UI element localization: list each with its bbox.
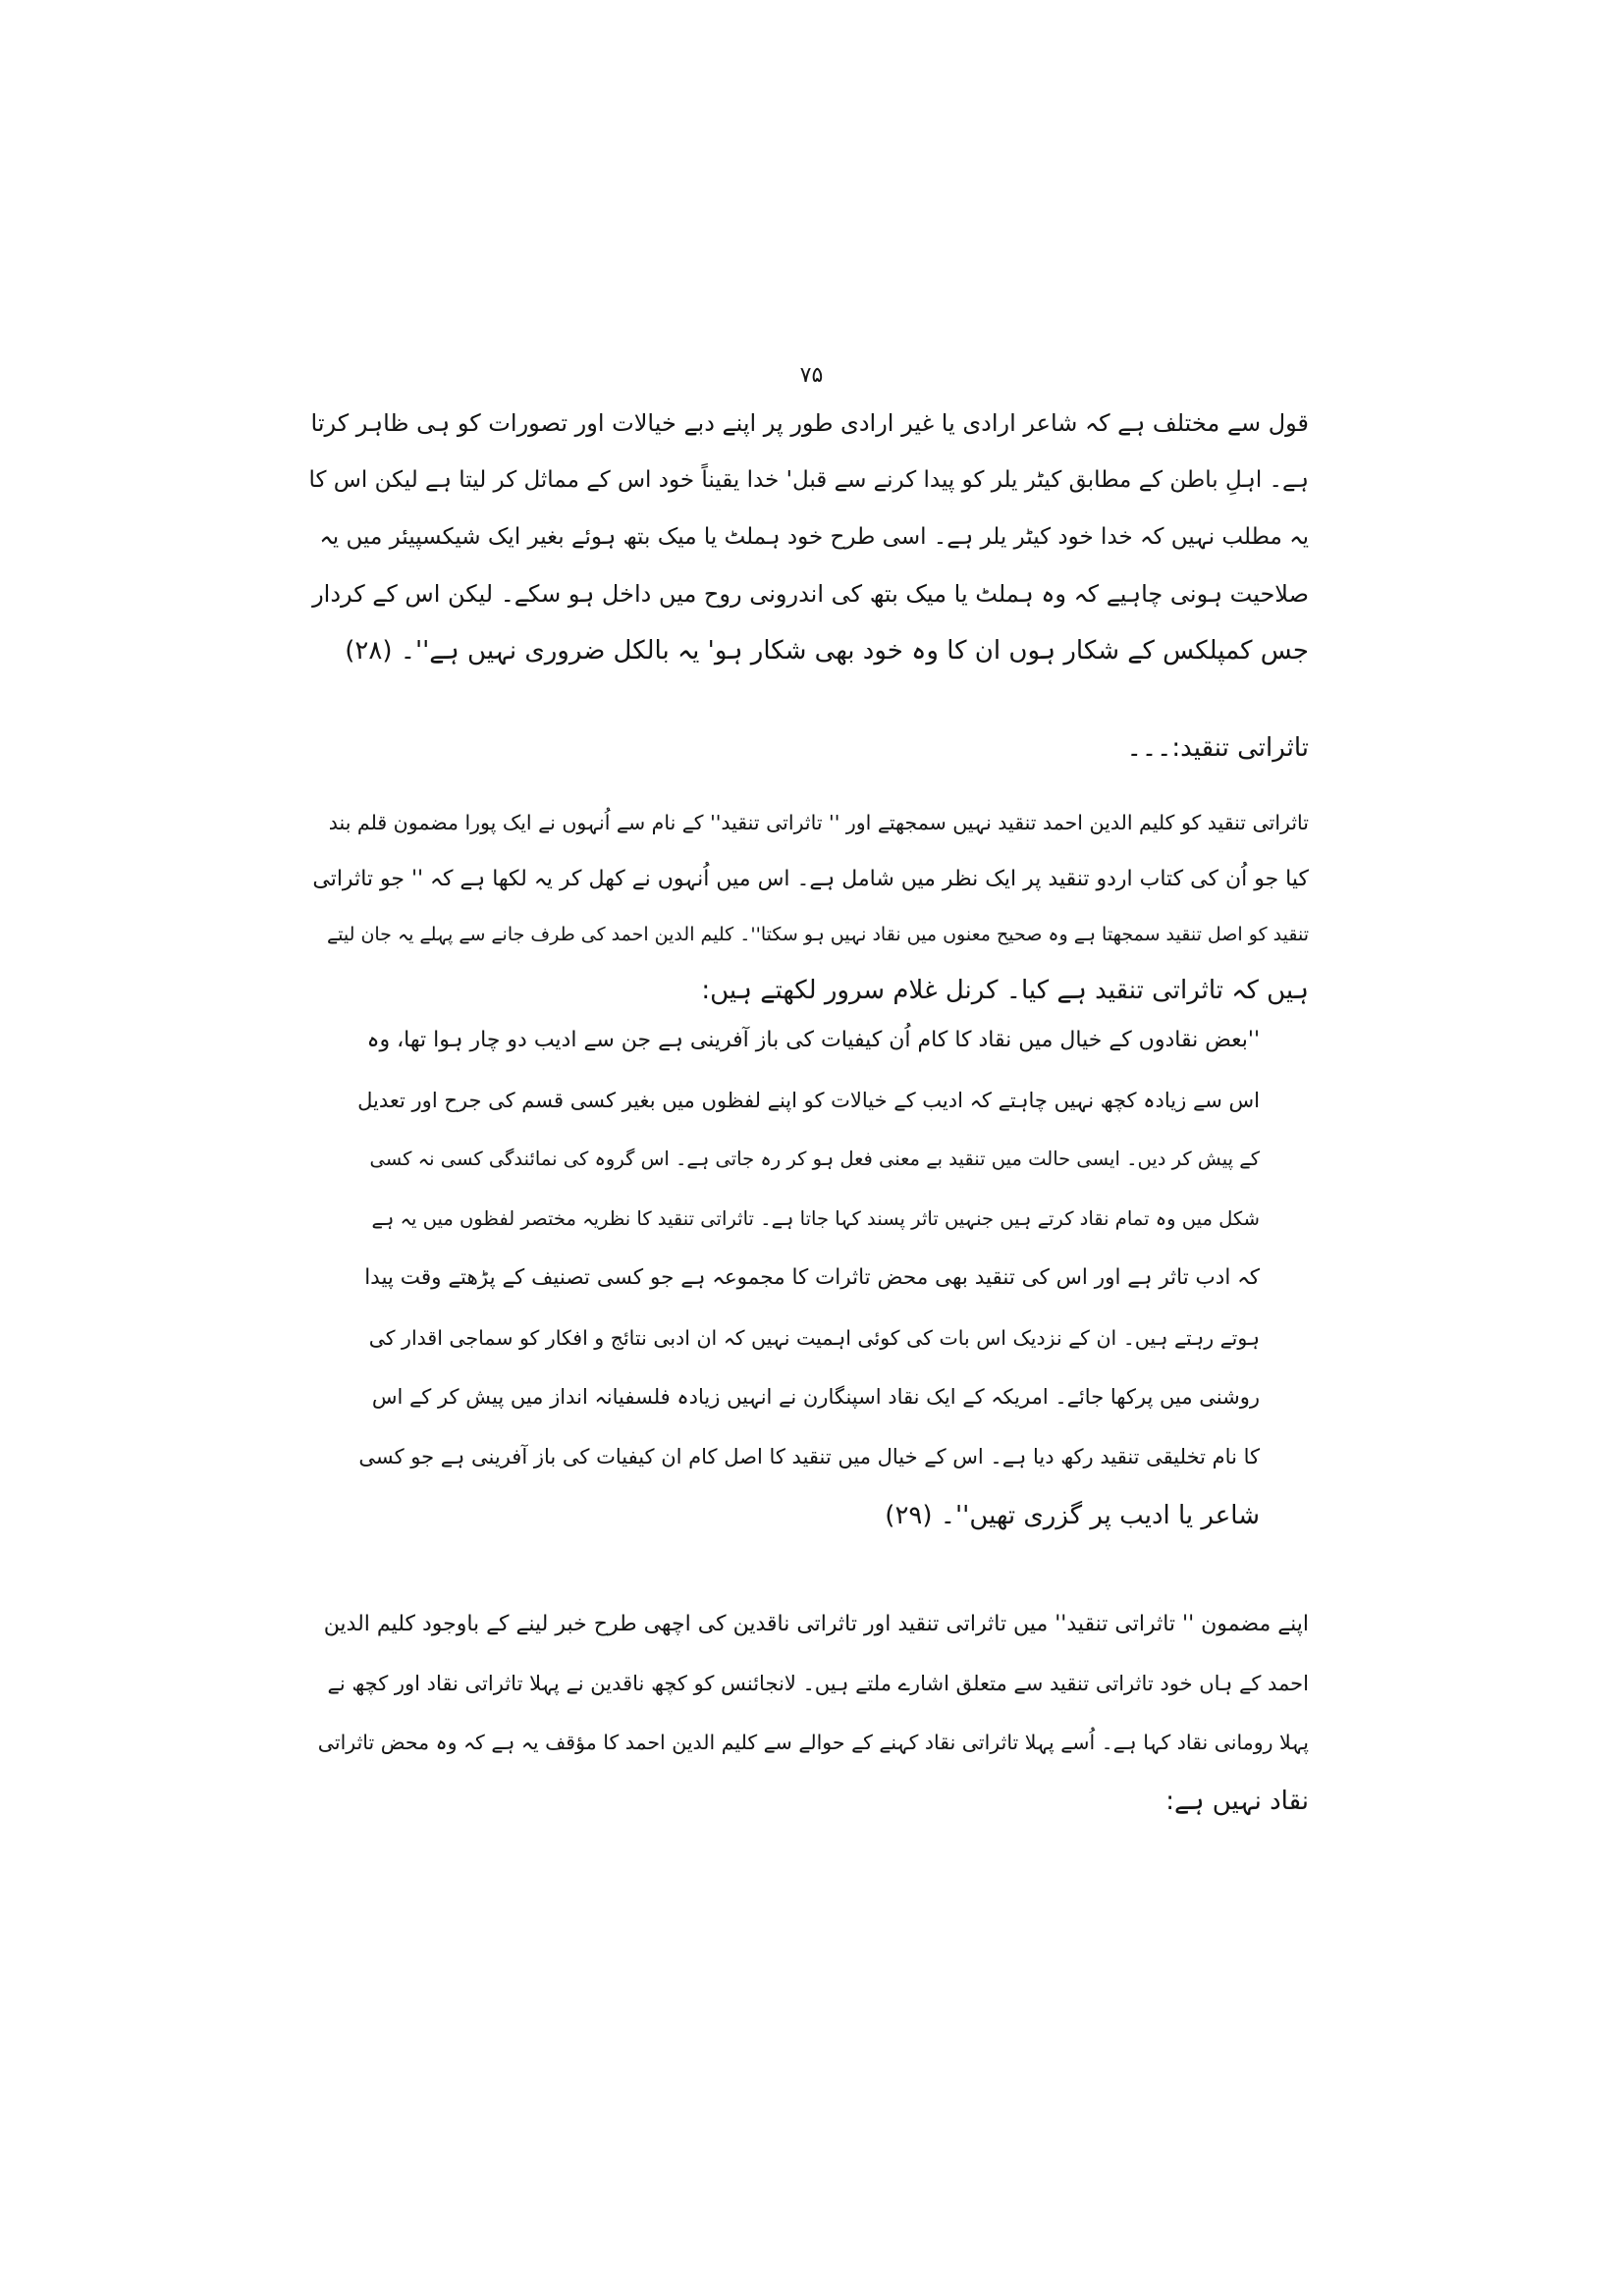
text-line: قول سے مختلف ہے کہ شاعر ارادی یا غیر ارادی طور پر اپنے دبے خیالات اور تصورات کو ہی ظاہر کرتا xyxy=(310,409,1309,437)
page-number: ۷۵ xyxy=(799,363,824,388)
quote-line: کا نام تخلیقی تنقید رکھ دیا ہے۔ اس کے خیال میں تنقید کا اصل کام ان کیفیات کی باز آفرینی ہے جو کسی xyxy=(358,1444,1260,1468)
quote-line: کے پیش کر دیں۔ ایسی حالت میں تنقید بے معنی فعل ہو کر رہ جاتی ہے۔ اس گروہ کی نمائندگی کسی نہ کسی xyxy=(369,1148,1260,1170)
text-line: یہ مطلب نہیں کہ خدا خود کیٹر یلر ہے۔ اسی طرح خود ہملٹ یا میک بتھ ہوئے بغیر ایک شیکسپیئر میں یہ xyxy=(319,524,1309,550)
text-line: ہیں کہ تاثراتی تنقید ہے کیا۔ کرنل غلام سرور لکھتے ہیں: xyxy=(701,976,1309,1005)
text-line: تنقید کو اصل تنقید سمجھتا ہے وہ صحیح معنوں میں نقاد نہیں ہو سکتا''۔ کلیم الدین احمد کی طرف جانے سے پہلے یہ جان لیتے xyxy=(327,924,1309,945)
paragraph xyxy=(307,795,1309,1019)
text-line: پہلا رومانی نقاد کہا ہے۔ اُسے پہلا تاثراتی نقاد کہنے کے حوالے سے کلیم الدین احمد کا مؤقف یہ ہے کہ وہ محض تاثراتی xyxy=(317,1731,1309,1754)
text-line: نقاد نہیں ہے: xyxy=(1165,1787,1309,1816)
text-line: تاثراتی تنقید کو کلیم الدین احمد تنقید نہیں سمجھتے اور '' تاثراتی تنقید'' کے نام سے اُنہوں نے ایک پورا مضمون قلم بند xyxy=(328,811,1309,834)
quote-line: شکل میں وہ تمام نقاد کرتے ہیں جنہیں تاثر پسند کہا جاتا ہے۔ تاثراتی تنقید کا نظریہ مختصر لفظوں میں یہ ہے xyxy=(371,1206,1260,1230)
quote-line: اس سے زیادہ کچھ نہیں چاہتے کہ ادیب کے خیالات کو اپنے لفظوں میں بغیر کسی قسم کی جرح اور تعدیل xyxy=(357,1088,1260,1112)
text-line: اپنے مضمون '' تاثراتی تنقید'' میں تاثراتی تنقید اور تاثراتی ناقدین کی اچھی طرح خبر لینے کے باوجود کلیم الدین xyxy=(323,1612,1309,1636)
text-line: احمد کے ہاں خود تاثراتی تنقید سے متعلق اشارے ملتے ہیں۔ لانجائنس کو کچھ ناقدین نے پہلا تاثراتی نقاد اور کچھ نے xyxy=(327,1672,1309,1695)
text-line: جس کمپلکس کے شکار ہوں ان کا وہ خود بھی شکار ہو' یہ بالکل ضروری نہیں ہے''۔ (۲۸) xyxy=(345,636,1309,666)
text-line: ہے۔ اہلِ باطن کے مطابق کیٹر یلر کو پیدا کرنے سے قبل' خدا یقیناً خود اس کے مماثل کر لیتا ہے لیکن اس کا xyxy=(308,467,1309,493)
quote-line: شاعر یا ادیب پر گزری تھیں''۔ (۲۹) xyxy=(885,1501,1260,1530)
quote-line: ہوتے رہتے ہیں۔ ان کے نزدیک اس بات کی کوئی اہمیت نہیں کہ ان ادبی نتائج و افکار کو سماجی اقدار کی xyxy=(368,1325,1260,1350)
section-heading xyxy=(307,726,1309,770)
continuation-paragraph xyxy=(307,395,1309,679)
text-line: صلاحیت ہونی چاہیے کہ وہ ہملٹ یا میک بتھ کی اندرونی روح میں داخل ہو سکے۔ لیکن اس کے کردار xyxy=(312,580,1309,608)
quote-line: کہ ادب تاثر ہے اور اس کی تنقید بھی محض تاثرات کا مجموعہ ہے جو کسی تصنیف کے پڑھتے وقت پیدا xyxy=(364,1265,1260,1290)
quote-line: ''بعض نقادوں کے خیال میں نقاد کا کام اُن کیفیات کی باز آفرینی ہے جن سے ادیب دو چار ہوا تھا، وہ xyxy=(366,1028,1260,1052)
quote-line: روشنی میں پرکھا جائے۔ امریکہ کے ایک نقاد اسپنگارن نے انہیں زیادہ فلسفیانہ انداز میں پیش کر کے اس xyxy=(371,1385,1260,1409)
text-line: کیا جو اُن کی کتاب اردو تنقید پر ایک نظر میں شامل ہے۔ اس میں اُنہوں نے کھل کر یہ لکھا ہے کہ '' جو تاثراتی xyxy=(312,867,1309,891)
section-heading-text: تاثراتی تنقید:۔۔۔ xyxy=(1126,733,1309,763)
paragraph xyxy=(307,1595,1309,1831)
block-quotation xyxy=(356,1011,1260,1546)
